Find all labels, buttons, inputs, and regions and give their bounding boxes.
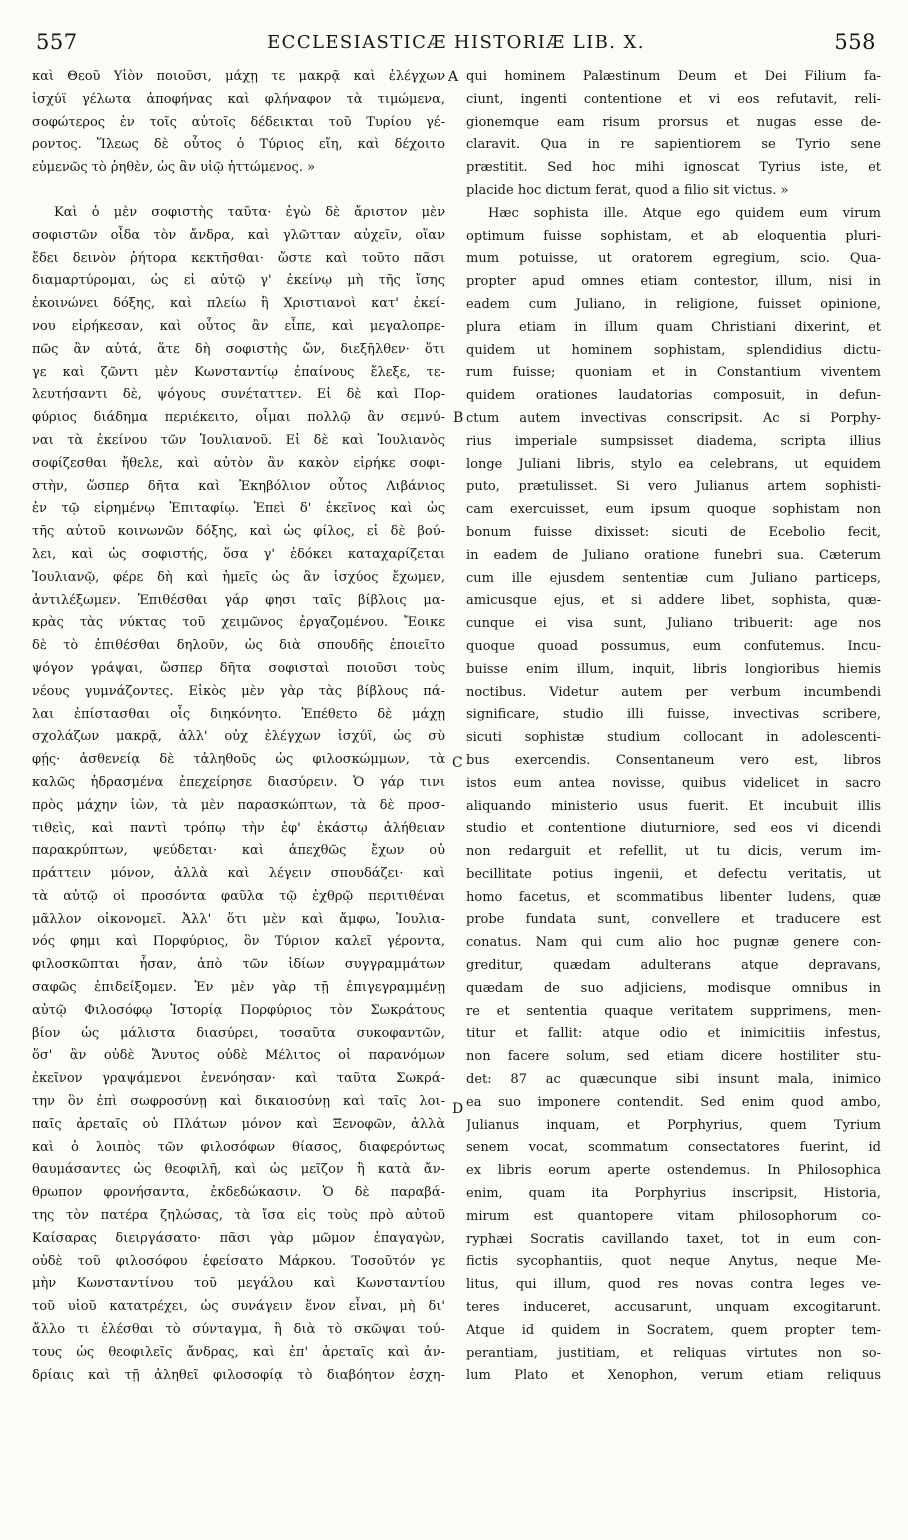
latin-text-line: perantiam, justitiam, et reliquas virtutes non so- bbox=[466, 1345, 881, 1361]
greek-text-line: παρακρύπτων, ψεύδεται· καὶ ἀπεχθῶς ἔχων οὐ bbox=[32, 843, 445, 859]
latin-text-line: propter apud omnes etiam contestor, illum, nisi in bbox=[466, 274, 881, 290]
greek-text-line: ἄλλο τι ἑλέσθαι τὸ σύνταγμα, ἢ διὰ τὸ σκῶψαι τού- bbox=[32, 1322, 445, 1338]
greek-text-line: σχολάζων μακρᾷ, ἀλλ' οὐχ ἐλέγχων ἰσχύϊ, ὡς σὺ bbox=[32, 729, 445, 745]
greek-text-line: κρὰς τὰς νύκτας τοῦ χειμῶνος ἐργαζομένου. Ἔοικε bbox=[32, 615, 445, 631]
latin-text-line: probe fundata sunt, convellere et traducere est bbox=[466, 912, 881, 928]
greek-text-line: τιθεὶς, καὶ παντὶ τρόπῳ τὴν ἐφ' ἑκάστῳ ἀλήθειαν bbox=[32, 820, 445, 836]
greek-text-line: τῆς αὐτοῦ κοινωνῶν δόξης, καὶ ὡς φίλος, εἰ δὲ βού- bbox=[32, 524, 445, 540]
greek-text-line: καλῶς ἡδρασμένα ἐπεχείρησε διασύρειν. Ὁ γάρ τινι bbox=[32, 774, 445, 790]
latin-text-line: aliquando ministerio usus fuerit. Et incubuit illis bbox=[466, 798, 881, 814]
latin-text-line: Julianus inquam, et Porphyrius, quem Tyrium bbox=[466, 1117, 881, 1133]
greek-text-line: θαυμάσαντες ὡς θεοφιλῆ, καὶ ὡς μεῖζον ἢ κατὰ ἄν- bbox=[32, 1162, 445, 1178]
greek-text-line: φῄς· ἀσθενείᾳ δὲ τἀληθοῦς ὡς φιλοσκώμμων, τὰ bbox=[32, 752, 445, 768]
greek-text-line: δὲ τὸ ἐπιθέσθαι δηλοῦν, ὡς διὰ σπουδῆς ἐποιεῖτο bbox=[32, 638, 445, 654]
greek-text-line: Καίσαρας διειργάσατο· πᾶσι γὰρ μῶμον ἐπαγαγὼν, bbox=[32, 1230, 445, 1246]
latin-text-line: optimum fuisse sophistam, et ab eloquentia pluri- bbox=[466, 228, 881, 244]
greek-text-line: νου εἰρήκεσαν, καὶ οὗτος ἂν εἶπε, καὶ μεγαλοπρε- bbox=[32, 318, 445, 334]
latin-text-line: puto, prætulisset. Si vero Julianus artem sophisti- bbox=[466, 479, 881, 495]
greek-text-line: στὴν, ὥσπερ δῆτα καὶ Ἐκηβόλιον οὗτος Λιβάνιος bbox=[32, 478, 445, 494]
greek-text-line: μᾶλλον οἰκονομεῖ. Ἀλλ' ὅτι μὲν καὶ ἄμφω, Ἰουλια- bbox=[32, 911, 445, 927]
greek-text-line: αὐτῷ Φιλοσόφῳ Ἱστορίᾳ Πορφύριος τὸν Σωκράτους bbox=[32, 1002, 445, 1018]
latin-text-line: bus exercendis. Consentaneum vero est, libros bbox=[466, 752, 881, 768]
greek-text-line: ἐν τῷ εἰρημένῳ Ἐπιταφίῳ. Ἐπεὶ δ' ἐκεῖνος καὶ ὡς bbox=[32, 501, 445, 517]
running-title: ECCLESIASTICÆ HISTORIÆ LIB. X. bbox=[267, 32, 645, 53]
latin-text-line: senem vocat, scommatum consectatores fuerint, id bbox=[466, 1140, 881, 1156]
greek-text-line: νός φημι καὶ Πορφύριος, ὃν Τύριον καλεῖ γέροντα, bbox=[32, 934, 445, 950]
greek-text-line: οὐδὲ τοῦ φιλοσόφου ἐφείσατο Μάρκου. Τοσοῦτόν γε bbox=[32, 1253, 445, 1269]
latin-text-line: in eadem de Juliano oratione funebri sua. Cæterum bbox=[466, 547, 881, 563]
latin-text-line: mirum est quantopere vitam philosophorum co- bbox=[466, 1208, 881, 1224]
latin-column bbox=[466, 66, 881, 1388]
latin-text-line: gionemque eam risum prorsus et nugas esse de- bbox=[466, 114, 881, 130]
greek-text-line: την ὃν ἐπὶ σωφροσύνῃ καὶ δικαιοσύνῃ καὶ ταῖς λοι- bbox=[32, 1094, 445, 1110]
latin-text-line: quidem orationes laudatorias composuit, in defun- bbox=[466, 388, 881, 404]
latin-text-line: sicuti sophistæ studium collocant in adolescenti- bbox=[466, 730, 881, 746]
greek-text-line: σοφίζεσθαι ἤθελε, καὶ αὐτὸν ἂν κακὸν εἰρήκε σοφι- bbox=[32, 455, 445, 471]
latin-text-line: rum fuisse; quoniam et in Constantium viventem bbox=[466, 365, 881, 381]
latin-text-line: istos eum antea novisse, quibus videlicet in sacro bbox=[466, 775, 881, 791]
greek-text-line: τὰ αὐτῷ οἱ προσόντα φαῦλα τῷ ἐχθρῷ περιτιθέναι bbox=[32, 888, 445, 904]
latin-text-line: homo facetus, et scommatibus libenter ludens, quæ bbox=[466, 889, 881, 905]
margin-marker-c: C bbox=[452, 755, 463, 771]
greek-text-line: ροντος. Ἵλεως δὲ οὗτος ὁ Τύριος εἴη, καὶ δέχοιτο bbox=[32, 137, 445, 153]
greek-text-line: παῖς ἀρεταῖς οὐ Πλάτων μόνον καὶ Ξενοφῶν, ἀλλὰ bbox=[32, 1116, 445, 1132]
greek-text-line: εὐμενῶς τὸ ῥηθὲν, ὡς ἂν υἱῷ ἡττώμενος. » bbox=[32, 160, 316, 176]
paragraph-gap bbox=[32, 180, 445, 202]
latin-text-line: cunque ei visa sunt, Juliano tribuerit: age nos bbox=[466, 616, 881, 632]
greek-text-line: ἰσχύϊ γέλωτα ἀποφήνας καὶ φλήναφον τὰ τιμώμενα, bbox=[32, 91, 445, 107]
latin-text-line: titur et fallit: atque odio et inimicitiis infestus, bbox=[466, 1026, 881, 1042]
latin-text-line: amicusque ejus, et si addere libet, sophista, quæ- bbox=[466, 593, 881, 609]
latin-text-line: claravit. Qua in re sapientiorem se Tyrio sene bbox=[466, 137, 881, 153]
latin-text-line: significare, studio illi fuisse, invectivas scribere, bbox=[466, 707, 881, 723]
greek-text-line: ἔδει δεινὸν ῥήτορα κεκτῆσθαι· ὥστε καὶ τοῦτο πᾶσι bbox=[32, 250, 445, 266]
greek-text-line: διαμαρτύρομαι, ὡς εἰ αὐτῷ γ' ἐκείνῳ μὴ τῆς ἴσης bbox=[32, 273, 445, 289]
latin-text-line: buisse enim illum, inquit, libris longioribus hiemis bbox=[466, 661, 881, 677]
greek-text-line: ἀντιλέξωμεν. Ἐπιθέσθαι γάρ φησι ταῖς βίβλοις μα- bbox=[32, 592, 445, 608]
latin-text-line: plura etiam in illum quam Christiani dixerint, et bbox=[466, 319, 881, 335]
latin-text-line: rius imperiale sumpsisset diadema, scripta illius bbox=[466, 433, 881, 449]
latin-text-line: re et sententia quaque veritatem supprimens, men- bbox=[466, 1003, 881, 1019]
latin-text-line: lum Plato et Xenophon, verum etiam reliquus bbox=[466, 1368, 881, 1384]
latin-text-line: mum potuisse, ut oratorem egregium, scio. Qua- bbox=[466, 251, 881, 267]
latin-text-line: Atque id quidem in Socratem, quem propter tem- bbox=[466, 1322, 881, 1338]
greek-text-line: της τὸν πατέρα ζηλώσας, τὰ ἴσα εἰς τοὺς πρὸ αὐτοῦ bbox=[32, 1208, 445, 1224]
greek-text-line: δρίαις καὶ τῇ ἀληθεῖ φιλοσοφίᾳ τὸ διαβόητον ἐσχη- bbox=[32, 1367, 445, 1383]
page-number-right: 558 bbox=[834, 30, 876, 54]
latin-text-line: quædam de suo adjiciens, modisque omnibus in bbox=[466, 980, 881, 996]
latin-text-line: ryphæi Socratis cavillando taxet, tot in eum con- bbox=[466, 1231, 881, 1247]
greek-text-line: θρωπον φρονήσαντα, ἐκδεδώκασιν. Ὁ δὲ παραβά- bbox=[32, 1185, 445, 1201]
latin-text-line: litus, qui illum, quod res novas contra leges ve- bbox=[466, 1277, 881, 1293]
greek-text-line: ὅσ' ἂν οὐδὲ Ἄνυτος οὐδὲ Μέλιτος οἱ παρανόμων bbox=[32, 1048, 445, 1064]
latin-text-line: quoque quoad possumus, eum confutemus. Incu- bbox=[466, 638, 881, 654]
greek-text-line: λευτήσαντι δὲ, ψόγους συνέταττεν. Εἰ δὲ καὶ Πορ- bbox=[32, 387, 445, 403]
greek-text-line: σοφιστῶν οἶδα τὸν ἄνδρα, καὶ γλῶτταν αὐχεῖν, οἵαν bbox=[32, 227, 445, 243]
greek-text-line: βίον ὡς μάλιστα διασύρει, τοσαῦτα συκοφαντῶν, bbox=[32, 1025, 445, 1041]
latin-text-line: præstitit. Sed hoc mihi ignoscat Tyrius iste, et bbox=[466, 160, 881, 176]
greek-column bbox=[32, 66, 445, 1387]
greek-text-line: φύριος διάδημα περιέκειτο, οἶμαι πολλῷ ἂν σεμνύ- bbox=[32, 410, 445, 426]
greek-text-line: τους ὡς θεοφιλεῖς ἄνδρας, καὶ ἐπ' ἀρεταῖς καὶ ἀν- bbox=[32, 1344, 445, 1360]
greek-text-line: λει, καὶ ὡς σοφιστής, ὅσα γ' ἐδόκει καταχαρίζεται bbox=[32, 546, 445, 562]
greek-text-line: ἐκεῖνον γραψάμενοι ἐνενόησαν· καὶ ταῦτα Σωκρά- bbox=[32, 1071, 445, 1087]
greek-text-line: νέους γυμνάζοντες. Εἰκὸς μὲν γὰρ τὰς βίβλους πά- bbox=[32, 683, 445, 699]
latin-text-line: non redarguit et refellit, ut tu dicis, verum im- bbox=[466, 844, 881, 860]
latin-text-line: Hæc sophista ille. Atque ego quidem eum virum bbox=[488, 205, 881, 221]
latin-text-line: longe Juliani libris, stylo ea celebrans, ut equidem bbox=[466, 456, 881, 472]
latin-text-line: cam exercuisset, eum ipsum quoque sophistam non bbox=[466, 502, 881, 518]
latin-text-line: bonum fuisse dixisset: sicuti de Ecebolio fecit, bbox=[466, 524, 881, 540]
latin-text-line: cum ille ejusdem sententiæ cum Juliano particeps, bbox=[466, 570, 881, 586]
latin-text-line: studio et contentione diuturniore, sed eos vi dicendi bbox=[466, 821, 881, 837]
latin-text-line: teres induceret, accusarunt, unquam excogitarunt. bbox=[466, 1300, 881, 1316]
latin-text-line: placide hoc dictum ferat, quod a filio sit victus. » bbox=[466, 182, 789, 198]
greek-text-line: καὶ ὁ λοιπὸς τῶν φιλοσόφων θίασος, διαφερόντως bbox=[32, 1139, 445, 1155]
page-number-left: 557 bbox=[36, 30, 78, 54]
latin-text-line: quidem ut hominem sophistam, splendidius dictu- bbox=[466, 342, 881, 358]
margin-marker-d: D bbox=[452, 1101, 464, 1117]
greek-text-line: καὶ Θεοῦ Υἱὸν ποιοῦσι, μάχῃ τε μακρᾷ καὶ ἐλέγχων bbox=[32, 69, 445, 84]
greek-text-line: Ἰουλιανῷ, φέρε δὴ καὶ ἡμεῖς ὡς ἂν ἰσχύος ἔχωμεν, bbox=[32, 569, 445, 585]
greek-text-line: πράττειν μόνον, ἀλλὰ καὶ λέγειν σπουδάζει· καὶ bbox=[32, 866, 445, 882]
greek-text-line: ἐκοινώνει δόξης, καὶ πλείω ἢ Χριστιανοὶ κατ' ἐκεί- bbox=[32, 296, 445, 312]
greek-text-line: ψόγον γράψαι, ὥσπερ δῆτα σοφισταὶ ποιοῦσι τοὺς bbox=[32, 660, 445, 676]
latin-text-line: eadem cum Juliano, in religione, fuisset opinione, bbox=[466, 296, 881, 312]
greek-text-line: λαι ἐπίστασθαι οἷς διηκόνητο. Ἐπέθετο δὲ μάχῃ bbox=[32, 706, 445, 722]
greek-text-line: ναι τὰ ἐκείνου τῶν Ἰουλιανοῦ. Εἰ δὲ καὶ Ἰουλιανὸς bbox=[32, 432, 445, 448]
latin-text-line: conatus. Nam qui cum alio hoc pugnæ genere con- bbox=[466, 935, 881, 951]
latin-text-line: qui hominem Palæstinum Deum et Dei Filium fa- bbox=[466, 69, 881, 84]
margin-marker-b: B bbox=[453, 410, 464, 426]
latin-text-line: ciunt, ingenti contentione et vi eos refutavit, reli- bbox=[466, 91, 881, 107]
greek-text-line: γε καὶ ζῶντι μὲν Κωνσταντίῳ ἐπαίνους ἔλεξε, τε- bbox=[32, 364, 445, 380]
greek-text-line: Καὶ ὁ μὲν σοφιστὴς ταῦτα· ἐγὼ δὲ ἄριστον μὲν bbox=[54, 204, 445, 220]
greek-text-line: πῶς ἂν αὐτά, ἅτε δὴ σοφιστὴς ὤν, διεξῆλθεν· ὅτι bbox=[32, 341, 445, 357]
greek-text-line: τοῦ υἱοῦ κατατρέχει, ὡς συνάγειν ἕνον εἶναι, μὴ δι' bbox=[32, 1299, 445, 1315]
latin-text-line: noctibus. Videtur autem per verbum incumbendi bbox=[466, 684, 881, 700]
latin-text-line: greditur, quædam adulterans atque depravans, bbox=[466, 958, 881, 974]
latin-text-line: fictis sycophantiis, quot neque Anytus, neque Me- bbox=[466, 1254, 881, 1270]
latin-text-line: ex libris eorum aperte ostendemus. In Philosophica bbox=[466, 1163, 881, 1179]
greek-text-line: πρὸς μάχην ἰὼν, τὰ μὲν παρασκώπτων, τὰ δὲ προσ- bbox=[32, 797, 445, 813]
latin-text-line: non facere solum, sed etiam dicere hostiliter stu- bbox=[466, 1049, 881, 1065]
page-header bbox=[36, 30, 876, 62]
latin-text-line: det: 87 ac quæcunque sibi insunt mala, inimico bbox=[466, 1072, 881, 1088]
latin-text-line: ctum autem invectivas conscripsit. Ac si Porphy- bbox=[466, 410, 881, 426]
greek-text-line: μὴν Κωνσταντίνου τοῦ μεγάλου καὶ Κωνσταντίου bbox=[32, 1276, 445, 1292]
margin-marker-a: A bbox=[448, 69, 459, 85]
latin-text-line: ea suo imponere contendit. Sed enim quod ambo, bbox=[466, 1094, 881, 1110]
greek-text-line: φιλοσκῶπται ἦσαν, ἀπὸ τῶν ἰδίων συγγραμμάτων bbox=[32, 957, 445, 973]
greek-text-line: σοφώτερος ἐν τοῖς αὐτοῖς δέδεικται τοῦ Τυρίου γέ- bbox=[32, 114, 445, 130]
greek-text-line: σαφῶς ἐπιδείξομεν. Ἐν μὲν γὰρ τῇ ἐπιγεγραμμένῃ bbox=[32, 980, 445, 996]
latin-text-line: becillitate potius ingenii, et defectu veritatis, ut bbox=[466, 866, 881, 882]
latin-text-line: enim, quam ita Porphyrius inscripsit, Historia, bbox=[466, 1186, 881, 1202]
